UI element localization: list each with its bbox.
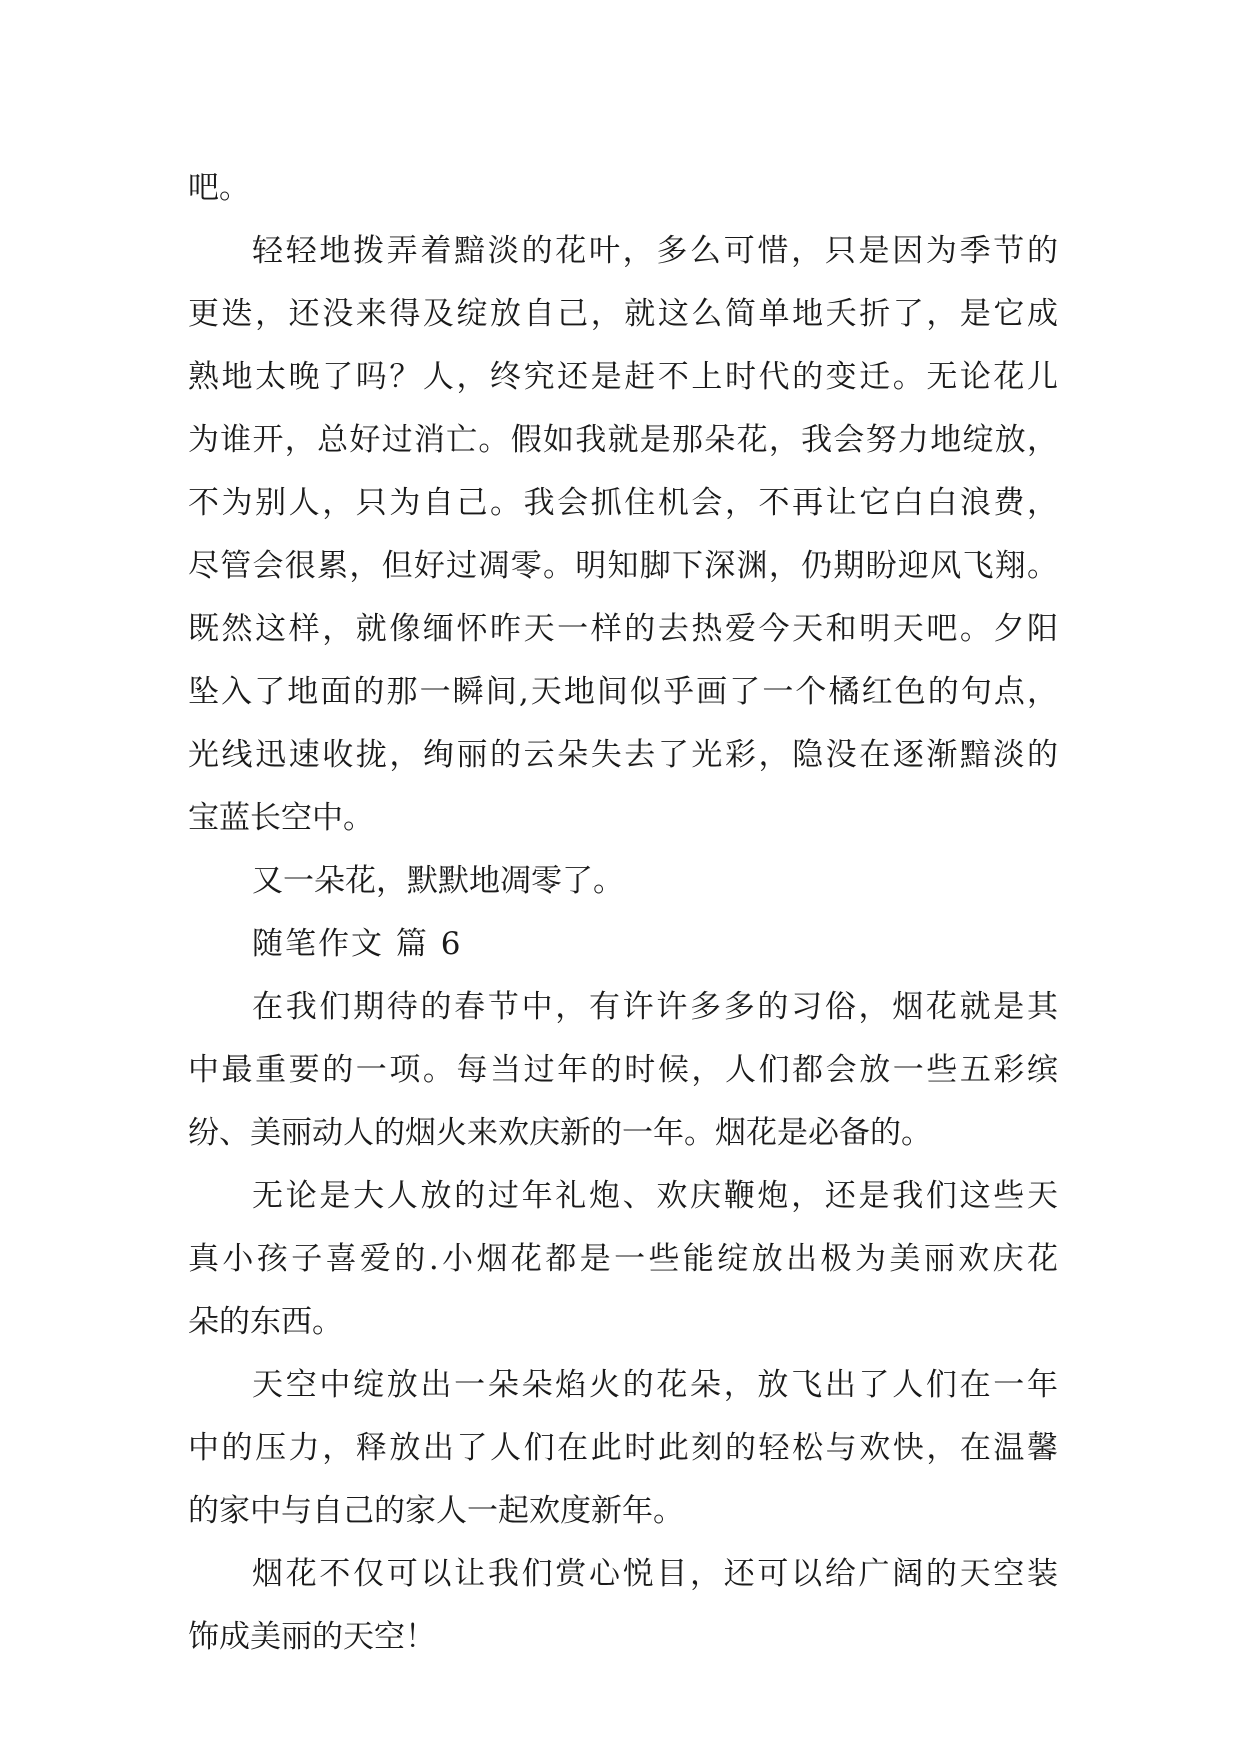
text-line: 不为别人，只为自己。我会抓住机会，不再让它白白浪费， <box>188 485 1058 521</box>
text-line: 更迭，还没来得及绽放自己，就这么简单地夭折了，是它成 <box>188 296 1058 332</box>
text-line: 既然这样，就像缅怀昨天一样的去热爱今天和明天吧。夕阳 <box>188 611 1058 647</box>
text-line: 天空中绽放出一朵朵焰火的花朵，放飞出了人们在一年 <box>252 1367 1058 1403</box>
text-line: 朵的东西。 <box>188 1304 343 1340</box>
text-line: 中的压力，释放出了人们在此时此刻的轻松与欢快，在温馨 <box>188 1430 1058 1466</box>
text-line: 轻轻地拨弄着黯淡的花叶，多么可惜，只是因为季节的 <box>252 233 1058 269</box>
text-line: 中最重要的一项。每当过年的时候，人们都会放一些五彩缤 <box>188 1052 1058 1088</box>
section-heading: 随笔作文 篇 6 <box>252 926 463 962</box>
text-line: 吧。 <box>188 170 250 206</box>
document-page <box>188 157 1058 1669</box>
text-line: 的家中与自己的家人一起欢度新年。 <box>188 1493 684 1529</box>
text-line: 光线迅速收拢，绚丽的云朵失去了光彩，隐没在逐渐黯淡的 <box>188 737 1058 773</box>
text-line: 烟花不仅可以让我们赏心悦目，还可以给广阔的天空装 <box>252 1556 1058 1592</box>
text-line: 熟地太晚了吗？人，终究还是赶不上时代的变迁。无论花儿 <box>188 359 1058 395</box>
text-line: 饰成美丽的天空！ <box>188 1619 436 1655</box>
text-line: 无论是大人放的过年礼炮、欢庆鞭炮，还是我们这些天 <box>252 1178 1058 1214</box>
text-line: 为谁开，总好过消亡。假如我就是那朵花，我会努力地绽放， <box>188 422 1058 458</box>
text-line: 宝蓝长空中。 <box>188 800 374 836</box>
text-line: 纷、美丽动人的烟火来欢庆新的一年。烟花是必备的。 <box>188 1115 932 1151</box>
text-line: 坠入了地面的那一瞬间,天地间似乎画了一个橘红色的句点， <box>188 674 1058 710</box>
text-line: 又一朵花，默默地凋零了。 <box>252 863 624 899</box>
text-line: 真小孩子喜爱的.小烟花都是一些能绽放出极为美丽欢庆花 <box>188 1241 1058 1277</box>
text-line: 尽管会很累，但好过凋零。明知脚下深渊，仍期盼迎风飞翔。 <box>188 548 1058 584</box>
text-line: 在我们期待的春节中，有许许多多的习俗，烟花就是其 <box>252 989 1058 1025</box>
